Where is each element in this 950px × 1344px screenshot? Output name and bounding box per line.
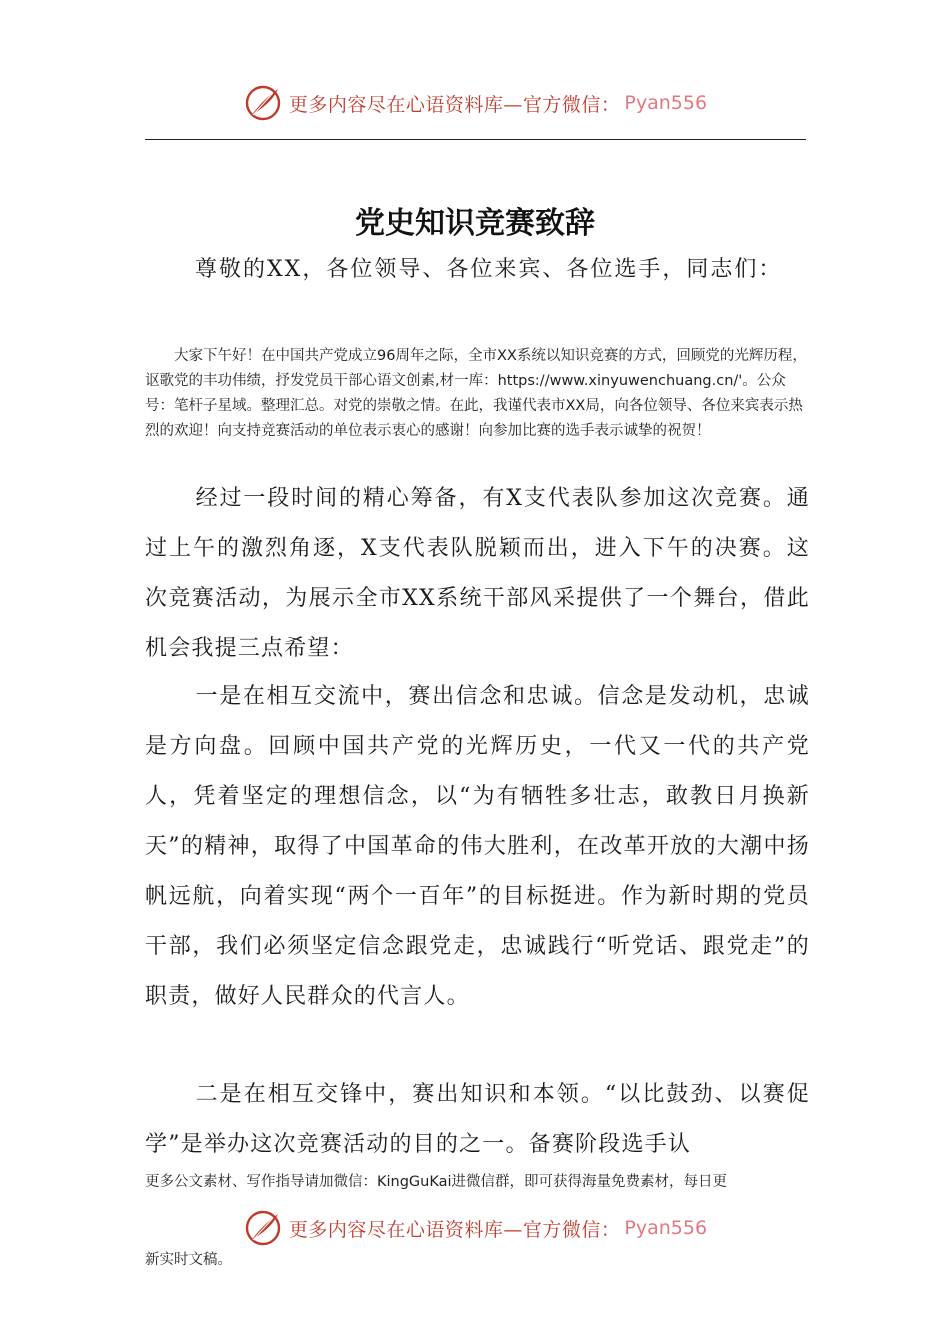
brand-wechat-id: Pyan556 xyxy=(624,92,708,114)
footer-note: 更多公文素材、写作指导请加微信：KingGuKai进微信群，即可获得海量免费素材，每日更 xyxy=(145,1174,728,1190)
quill-logo-icon xyxy=(243,83,283,123)
brand-wechat-id: Pyan556 xyxy=(624,1217,708,1239)
brand-text: 更多内容尽在心语资料库—官方微信： xyxy=(288,1218,621,1241)
intro-paragraph: 大家下午好！在中国共产党成立96周年之际，全市XX系统以知识竞赛的方式，回顾党的光辉历程，讴歌党的丰功伟绩，抒发党员干部心语文创素,材一库：https://www.xinyuwenchuang.cn/'。公众号：笔杆子星域。整理汇总。对党的崇敬之情。在此，我谨代表市XX局，向各位领导、各位来宾表示热烈的欢迎！向支持竞赛活动的单位表示衷心的感谢！向参加比赛的选手表示诚挚的祝贺！ xyxy=(145,348,807,439)
body-paragraph: 一是在相互交流中，赛出信念和忠诚。信念是发动机，忠诚是方向盘。回顾中国共产党的光辉历史，一代又一代的共产党人，凭着坚定的理想信念，以“为有牺牲多壮志，敢教日月换新天”的精神，取得了中国革命的伟大胜利，在改革开放的大潮中扬帆远航，向着实现“两个一百年”的目标挺进。作为新时期的党员干部，我们必须坚定信念跟党走，忠诚践行“听党话、跟党走”的职责，做好人民群众的代言人。 xyxy=(145,684,810,1009)
body-paragraph: 二是在相互交锋中，赛出知识和本领。“以比鼓劲、以赛促学”是举办这次竞赛活动的目的之一。备赛阶段选手认 xyxy=(145,1082,810,1157)
quill-logo-icon xyxy=(243,1208,283,1248)
brand-text: 更多内容尽在心语资料库—官方微信： xyxy=(288,93,621,116)
header-divider xyxy=(145,139,806,140)
body-paragraph: 经过一段时间的精心筹备，有X支代表队参加这次竞赛。通过上午的激烈角逐，X支代表队脱颖而出，进入下午的决赛。这次竞赛活动，为展示全市XX系统干部风采提供了一个舞台，借此机会我提三点希望： xyxy=(145,486,810,661)
greeting: 尊敬的XX，各位领导、各位来宾、各位选手，同志们： xyxy=(195,257,783,282)
footer-note-tail: 新实时文稿。 xyxy=(145,1252,232,1268)
document-title: 党史知识竞赛致辞 xyxy=(355,206,595,241)
header-brand xyxy=(0,83,950,123)
footer-brand xyxy=(0,1208,950,1248)
